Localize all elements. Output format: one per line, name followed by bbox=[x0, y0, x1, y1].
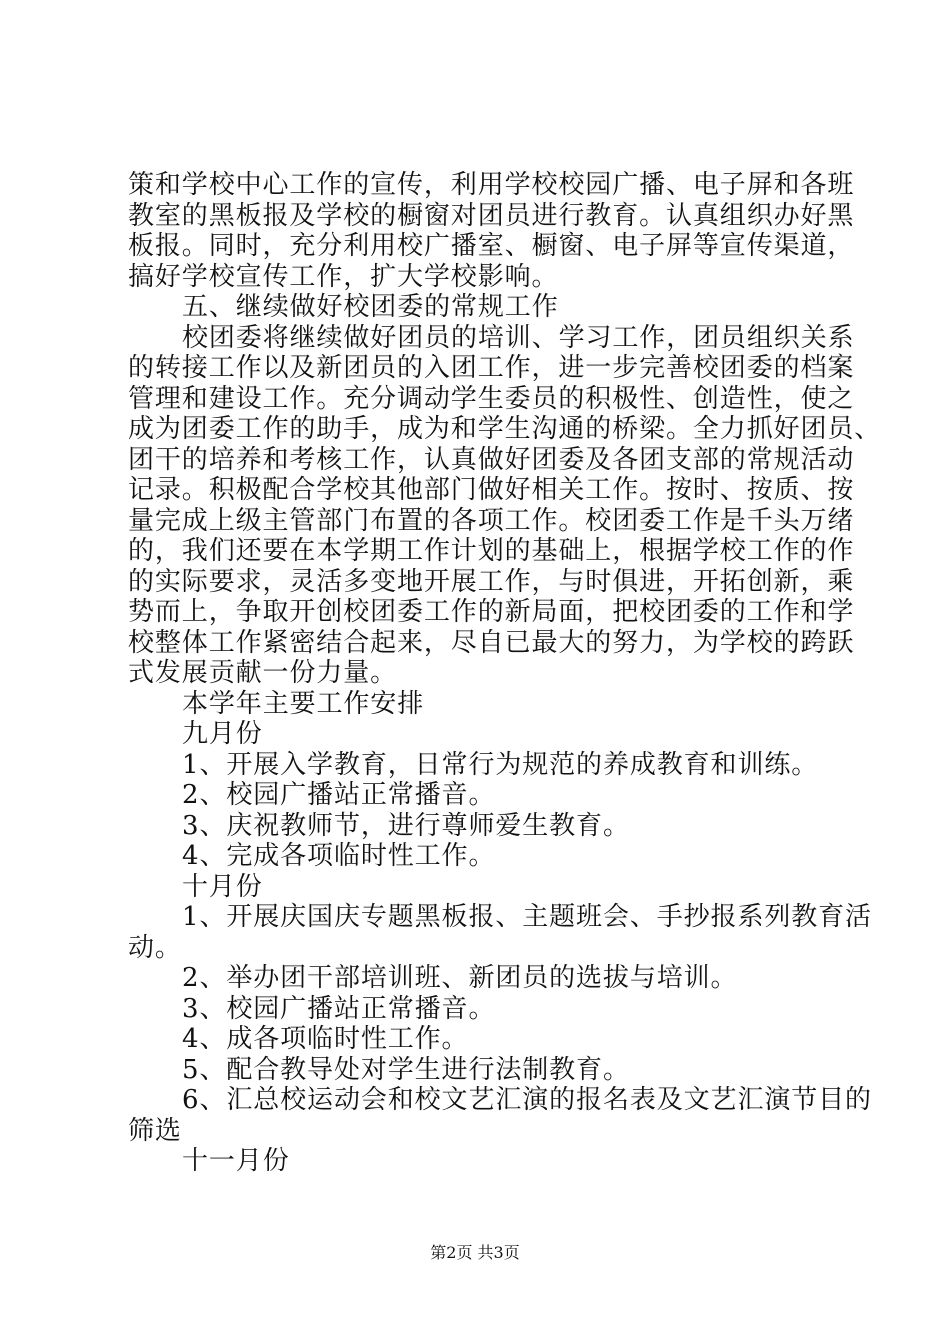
text-line: 管理和建设工作。充分调动学生委员的积极性、创造性，使之 bbox=[128, 383, 855, 414]
section-heading: 五、继续做好校团委的常规工作 bbox=[182, 292, 559, 322]
list-item-continuation: 动。 bbox=[128, 932, 182, 963]
text-line: 搞好学校宣传工作，扩大学校影响。 bbox=[128, 261, 559, 292]
text-line: 教室的黑板报及学校的橱窗对团员进行教育。认真组织办好黑 bbox=[128, 200, 855, 231]
document-body bbox=[128, 170, 882, 1177]
text-line: 式发展贡献一份力量。 bbox=[128, 658, 398, 688]
text-line: 的，我们还要在本学期工作计划的基础上，根据学校工作的作 bbox=[128, 536, 855, 566]
text-line: 的实际要求，灵活多变地开展工作，与时俱进，开拓创新，乘 bbox=[128, 566, 855, 597]
list-item: 4、完成各项临时性工作。 bbox=[182, 841, 496, 871]
list-item: 3、庆祝教师节，进行尊师爱生教育。 bbox=[182, 810, 630, 841]
text-line: 记录。积极配合学校其他部门做好相关工作。按时、按质、按 bbox=[128, 475, 855, 505]
text-line: 团干的培养和考核工作，认真做好团委及各团支部的常规活动 bbox=[128, 444, 855, 475]
text-line: 板报。同时，充分利用校广播室、橱窗、电子屏等宣传渠道， bbox=[128, 231, 855, 261]
text-line: 的转接工作以及新团员的入团工作，进一步完善校团委的档案 bbox=[128, 353, 855, 383]
section-heading: 本学年主要工作安排 bbox=[182, 688, 425, 719]
list-item: 1、开展庆国庆专题黑板报、主题班会、手抄报系列教育活 bbox=[182, 902, 872, 932]
text-line: 量完成上级主管部门布置的各项工作。校团委工作是千头万绪 bbox=[128, 505, 855, 536]
text-line: 校团委将继续做好团员的培训、学习工作，团员组织关系 bbox=[182, 322, 855, 353]
list-item: 4、成各项临时性工作。 bbox=[182, 1024, 469, 1054]
list-item-continuation: 筛选 bbox=[128, 1115, 182, 1146]
list-item: 6、汇总校运动会和校文艺汇演的报名表及文艺汇演节目的 bbox=[182, 1085, 872, 1115]
month-heading: 十一月份 bbox=[182, 1146, 290, 1176]
month-heading: 十月份 bbox=[182, 871, 263, 902]
text-line: 校整体工作紧密结合起来，尽自已最大的努力，为学校的跨跃 bbox=[128, 627, 855, 658]
text-line: 策和学校中心工作的宣传，利用学校校园广播、电子屏和各班 bbox=[128, 170, 855, 200]
list-item: 5、配合教导处对学生进行法制教育。 bbox=[182, 1054, 630, 1085]
page-footer: 第2页 共3页 bbox=[430, 1243, 520, 1262]
month-heading: 九月份 bbox=[182, 719, 263, 749]
list-item: 3、校园广播站正常播音。 bbox=[182, 993, 496, 1024]
text-line: 势而上，争取开创校团委工作的新局面，把校团委的工作和学 bbox=[128, 597, 855, 627]
list-item: 2、校园广播站正常播音。 bbox=[182, 780, 496, 810]
text-line: 成为团委工作的助手，成为和学生沟通的桥梁。全力抓好团员、 bbox=[128, 414, 882, 444]
list-item: 2、举办团干部培训班、新团员的选拔与培训。 bbox=[182, 963, 738, 993]
list-item: 1、开展入学教育，日常行为规范的养成教育和训练。 bbox=[182, 749, 819, 780]
